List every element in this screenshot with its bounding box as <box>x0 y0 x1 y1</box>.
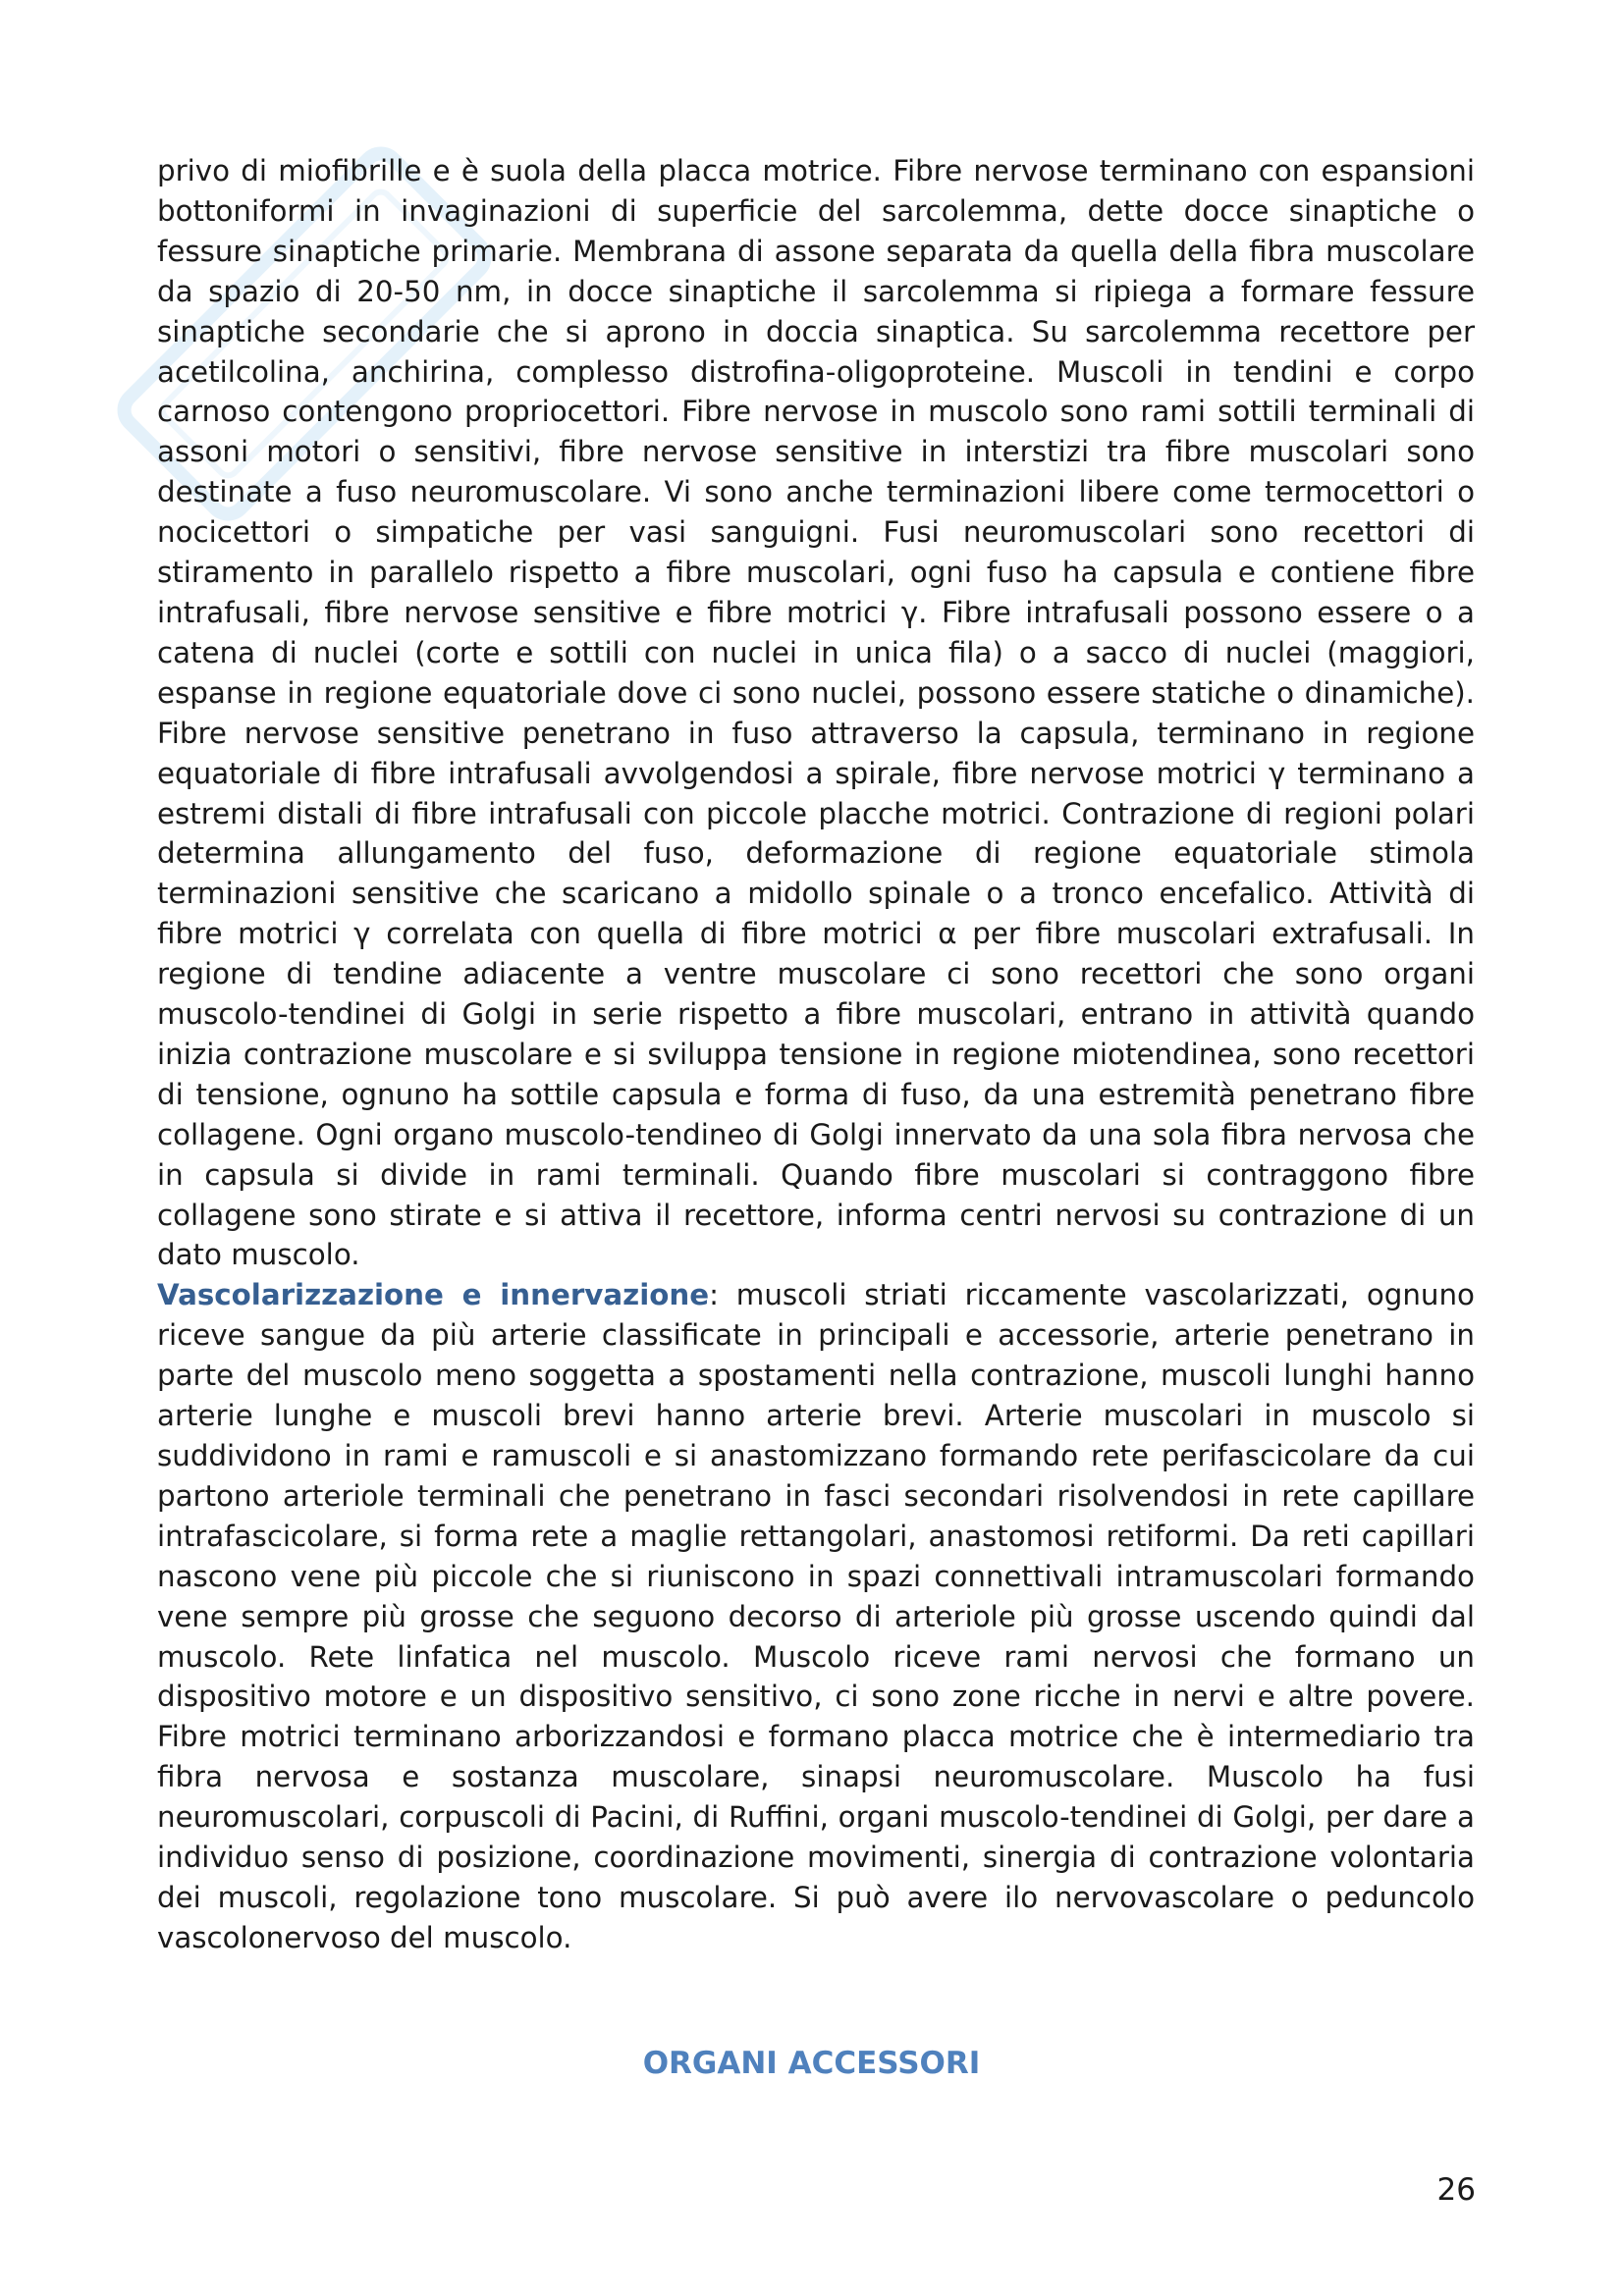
section-title: ORGANI ACCESSORI <box>642 2046 981 2081</box>
paragraph-body: : muscoli striati riccamente vascolarizzati, ognuno riceve sangue da più arterie classificate in principali e accessorie, arterie penetrano in parte del muscolo meno soggetta a spostamenti nella contrazione, muscoli lunghi hanno arterie lunghe e muscoli brevi hanno arterie brevi. Arterie muscolari in muscolo si suddividono in rami e ramuscoli e si anastomizzano formando rete perifascicolare da cui partono arteriole terminali che penetrano in fasci secondari risolvendosi in rete capillare intrafascicolare, si forma rete a maglie rettangolari, anastomosi retiformi. Da reti capillari nascono vene più piccole che si riuniscono in spazi connettivali intramuscolari formando vene sempre più grosse che seguono decorso di arteriole più grosse uscendo quindi dal muscolo. Rete linfatica nel muscolo. Muscolo riceve rami nervosi che formano un dispositivo motore e un dispositivo sensitivo, ci sono zone ricche in nervi e altre povere. Fibre motrici terminano arborizzandosi e formano placca motrice che è intermediario tra fibra nervosa e sostanza muscolare, sinapsi neuromuscolare. Muscolo ha fusi neuromuscolari, corpuscoli di Pacini, di Ruffini, organi muscolo-tendinei di Golgi, per dare a individuo senso di posizione, coordinazione movimenti, sinergia di contrazione volontaria dei muscoli, regolazione tono muscolare. Si può avere ilo nervovascolare o peduncolo vascolonervoso del muscolo. <box>157 1278 1475 1954</box>
page-body <box>157 151 1475 1958</box>
page-number: 26 <box>1436 2172 1476 2208</box>
paragraph-heading: Vascolarizzazione e innervazione <box>157 1278 710 1312</box>
paragraph-vascularization <box>157 1275 1475 1957</box>
paragraph-muscle-receptors: privo di miofibrille e è suola della placca motrice. Fibre nervose terminano con espansioni bottoniformi in invaginazioni di superficie del sarcolemma, dette docce sinaptiche o fessure sinaptiche primarie. Membrana di assone separata da quella della fibra muscolare da spazio di 20-50 nm, in docce sinaptiche il sarcolemma si ripiega a formare fessure sinaptiche secondarie che si aprono in doccia sinaptica. Su sarcolemma recettore per acetilcolina, anchirina, complesso distrofina-oligoproteine. Muscoli in tendini e corpo carnoso contengono propriocettori. Fibre nervose in muscolo sono rami sottili terminali di assoni motori o sensitivi, fibre nervose sensitive in interstizi tra fibre muscolari sono destinate a fuso neuromuscolare. Vi sono anche terminazioni libere come termocettori o nocicettori o simpatiche per vasi sanguigni. Fusi neuromuscolari sono recettori di stiramento in parallelo rispetto a fibre muscolari, ogni fuso ha capsula e contiene fibre intrafusali, fibre nervose sensitive e fibre motrici γ. Fibre intrafusali possono essere o a catena di nuclei (corte e sottili con nuclei in unica fila) o a sacco di nuclei (maggiori, espanse in regione equatoriale dove ci sono nuclei, possono essere statiche o dinamiche). Fibre nervose sensitive penetrano in fuso attraverso la capsula, terminano in regione equatoriale di fibre intrafusali avvolgendosi a spirale, fibre nervose motrici γ terminano a estremi distali di fibre intrafusali con piccole placche motrici. Contrazione di regioni polari determina allungamento del fuso, deformazione di regione equatoriale stimola terminazioni sensitive che scaricano a midollo spinale o a tronco encefalico. Attività di fibre motrici γ correlata con quella di fibre motrici α per fibre muscolari extrafusali. In regione di tendine adiacente a ventre muscolare ci sono recettori che sono organi muscolo-tendinei di Golgi in serie rispetto a fibre muscolari, entrano in attività quando inizia contrazione muscolare e si sviluppa tensione in regione miotendinea, sono recettori di tensione, ognuno ha sottile capsula e forma di fuso, da una estremità penetrano fibre collagene. Ogni organo muscolo-tendineo di Golgi innervato da una sola fibra nervosa che in capsula si divide in rami terminali. Quando fibre muscolari si contraggono fibre collagene sono stirate e si attiva il recettore, informa centri nervosi su contrazione di un dato muscolo. <box>157 154 1475 1272</box>
